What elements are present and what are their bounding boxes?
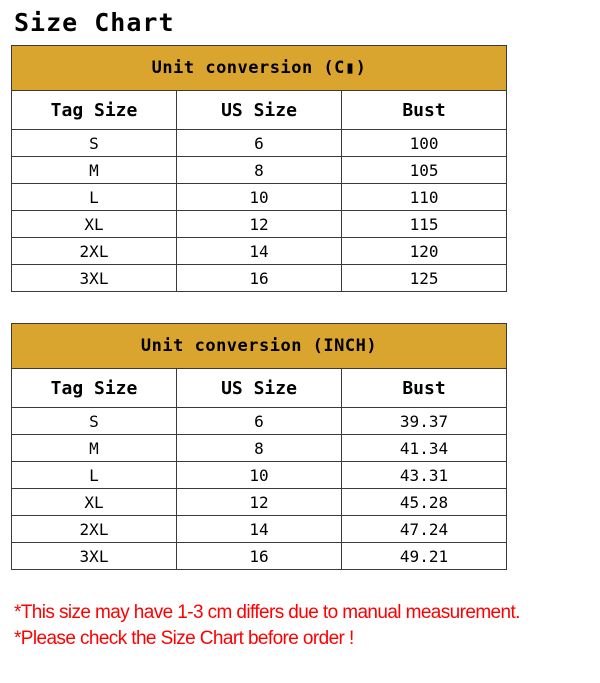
us-size-cell: 10: [177, 184, 342, 211]
us-size-cell: 6: [177, 408, 342, 435]
table-row: [12, 130, 507, 157]
bust-cell: 47.24: [342, 516, 507, 543]
bust-cell: 105: [342, 157, 507, 184]
table-row: [12, 408, 507, 435]
size-table-inch: [11, 323, 507, 570]
bust-cell: 43.31: [342, 462, 507, 489]
column-header-us-size: US Size: [177, 91, 342, 130]
table-row: [12, 157, 507, 184]
column-header-tag-size: Tag Size: [12, 91, 177, 130]
table-caption-row: [12, 324, 507, 369]
column-header-bust: Bust: [342, 91, 507, 130]
table-row: [12, 435, 507, 462]
bust-cell: 49.21: [342, 543, 507, 570]
bust-cell: 41.34: [342, 435, 507, 462]
column-header-bust: Bust: [342, 369, 507, 408]
tag-size-cell: L: [12, 184, 177, 211]
table-row: [12, 211, 507, 238]
table-row: [12, 543, 507, 570]
table-row: [12, 184, 507, 211]
us-size-cell: 12: [177, 489, 342, 516]
tag-size-cell: XL: [12, 211, 177, 238]
table-caption: Unit conversion (C▮): [12, 46, 507, 91]
table-caption: Unit conversion (INCH): [12, 324, 507, 369]
bust-cell: 45.28: [342, 489, 507, 516]
tag-size-cell: 3XL: [12, 265, 177, 292]
tag-size-cell: S: [12, 408, 177, 435]
table-row: [12, 462, 507, 489]
table-header-row: [12, 369, 507, 408]
tag-size-cell: L: [12, 462, 177, 489]
bust-cell: 125: [342, 265, 507, 292]
measurement-note: *This size may have 1-3 cm differs due to manual measurement.: [14, 602, 520, 623]
us-size-cell: 6: [177, 130, 342, 157]
bust-cell: 100: [342, 130, 507, 157]
size-table-cm: [11, 45, 507, 292]
column-header-us-size: US Size: [177, 369, 342, 408]
us-size-cell: 8: [177, 157, 342, 184]
us-size-cell: 14: [177, 516, 342, 543]
bust-cell: 120: [342, 238, 507, 265]
column-header-tag-size: Tag Size: [12, 369, 177, 408]
us-size-cell: 14: [177, 238, 342, 265]
us-size-cell: 16: [177, 265, 342, 292]
page-title: Size Chart: [14, 8, 175, 37]
tag-size-cell: M: [12, 157, 177, 184]
us-size-cell: 16: [177, 543, 342, 570]
tag-size-cell: M: [12, 435, 177, 462]
bust-cell: 115: [342, 211, 507, 238]
size-notes: [14, 600, 520, 652]
us-size-cell: 8: [177, 435, 342, 462]
tag-size-cell: 3XL: [12, 543, 177, 570]
tag-size-cell: S: [12, 130, 177, 157]
tag-size-cell: 2XL: [12, 238, 177, 265]
table-caption-row: [12, 46, 507, 91]
tag-size-cell: 2XL: [12, 516, 177, 543]
table-row: [12, 516, 507, 543]
tag-size-cell: XL: [12, 489, 177, 516]
check-chart-note: *Please check the Size Chart before order !: [14, 628, 354, 649]
us-size-cell: 12: [177, 211, 342, 238]
table-row: [12, 265, 507, 292]
table-row: [12, 489, 507, 516]
table-header-row: [12, 91, 507, 130]
us-size-cell: 10: [177, 462, 342, 489]
table-row: [12, 238, 507, 265]
bust-cell: 39.37: [342, 408, 507, 435]
bust-cell: 110: [342, 184, 507, 211]
